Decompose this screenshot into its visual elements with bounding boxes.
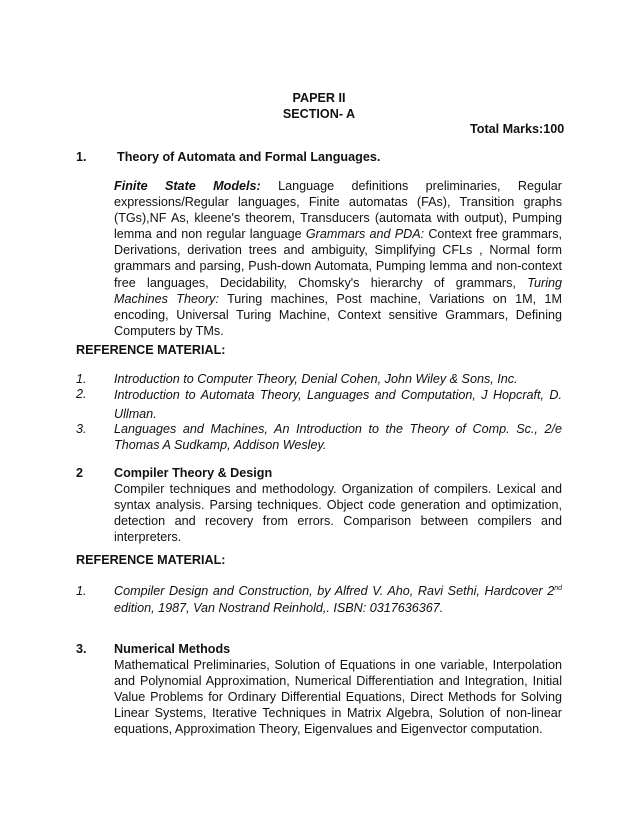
ref1-item-3-number: 3. [76, 422, 87, 436]
ref1-item-2-text: Introduction to Automata Theory, Languages and Computation, J Hopcraft, D. Ullman. [114, 388, 562, 421]
section-1-number: 1. [76, 150, 87, 164]
section-3-title: Numerical Methods [114, 642, 231, 656]
grammars-text: Context free grammars, Derivations, derivation trees and ambiguity, Simplifying CFLs , Normal form grammars and parsing, Push-down Automata, Pumping lemma and non-context free languages, Decidability, Chomsky's hierarchy of grammars, [114, 227, 563, 290]
section-2-number: 2 [76, 466, 84, 480]
section-3-body: Mathematical Preliminaries, Solution of Equations in one variable, Interpolation and Polynomial Approximation, Numerical Differentiation and Integration, Initial Value Problems for Ordinary Differential Equations, Direct Methods for Solving Linear Systems, Iterative Techniques in Matrix Algebra, Solution of non-linear equations, Approximation Theory, Eigenvalues and Eigenvector computation. [114, 658, 562, 737]
ref1-item-1-text: Introduction to Computer Theory, Denial Cohen, John Wiley & Sons, Inc. [114, 372, 518, 386]
section-1-title: Theory of Automata and Formal Languages. [117, 150, 381, 164]
ref2-item-1-text [114, 583, 562, 617]
ref1-item-3-text: Languages and Machines, An Introduction to the Theory of Comp. Sc., 2/e Thomas A Sudkamp, Addison Wesley. [114, 422, 562, 453]
section-2-title: Compiler Theory & Design [114, 466, 273, 480]
ref1-item-1-number: 1. [76, 372, 87, 386]
ref2-superscript: nd [554, 584, 562, 592]
ref2-text-a: Compiler Design and Construction, by Alfred V. Aho, Ravi Sethi, Hardcover 2 [114, 584, 555, 598]
section-title: SECTION- A [282, 107, 356, 121]
section-2-body: Compiler techniques and methodology. Organization of compilers. Lexical and syntax analysis. Parsing techniques. Object code generation and optimization, detection and recovery from errors. Comparison between compilers and interpreters. [114, 482, 562, 545]
fsm-text: Language definitions preliminaries, Regular expressions/Regular languages, Finite automatas (FAs), Transition graphs (TGs),NF As, kleene's theorem, Transducers (automata with output), Pumping lemma and non regular language [114, 179, 563, 242]
reference-heading-2: REFERENCE MATERIAL: [76, 553, 226, 567]
section-3-number: 3. [76, 642, 87, 656]
ref1-item-2-number: 2. [76, 387, 87, 401]
paper-title: PAPER II [292, 91, 346, 105]
ref2-text-b: edition, 1987, Van Nostrand Reinhold,. ISBN: 0317636367. [114, 601, 444, 615]
turing-label: Turing Machines Theory: [114, 275, 562, 306]
grammars-label: Grammars and PDA: [305, 227, 425, 242]
total-marks: Total Marks:100 [470, 122, 565, 136]
section-1-body [114, 178, 562, 339]
turing-text: Turing machines, Post machine, Variations on 1M, 1M encoding, Universal Turing Machine, Context sensitive Grammars, Defining Computers by TMs. [114, 291, 562, 338]
reference-heading-1: REFERENCE MATERIAL: [76, 343, 226, 357]
ref2-item-1-number: 1. [76, 584, 87, 598]
fsm-label: Finite State Models: [114, 179, 261, 193]
